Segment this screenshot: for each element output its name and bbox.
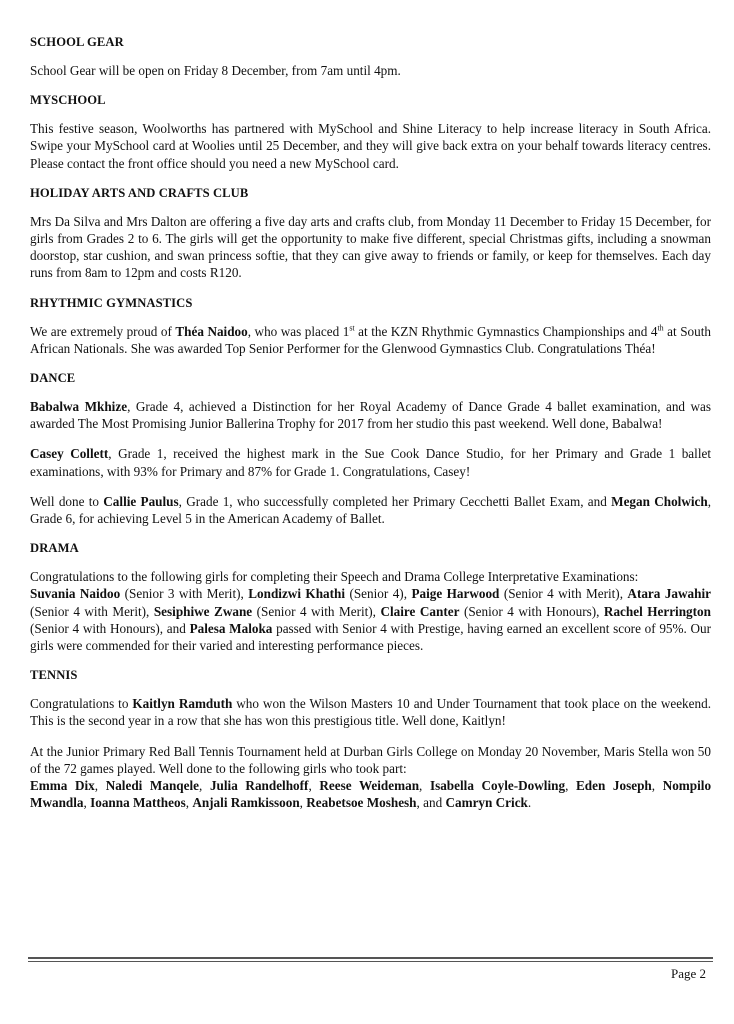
tennis-name-1: Kaitlyn Ramduth	[132, 696, 233, 712]
player-name: Reese Weideman	[319, 778, 420, 794]
dance-name-1: Babalwa Mkhize	[30, 399, 128, 415]
dance-text-2: , Grade 1, received the highest mark in the Sue Cook Dance Studio, for her Primary and Grade 1 ballet examinations, with 93% for Primary and 87% for Grade 1. Congratulations, Casey!	[30, 446, 711, 479]
dance-name-3b: Megan Cholwich	[611, 493, 708, 509]
player-name: Eden Joseph	[575, 778, 652, 794]
tennis-para-1	[30, 695, 711, 729]
drama-text-7: (Senior 4 with Honours), and	[30, 620, 190, 636]
player-name: Naledi Manqele	[105, 778, 200, 794]
player-name: Julia Randelhoff	[209, 778, 309, 794]
drama-text-4: (Senior 4 with Merit),	[30, 603, 154, 619]
dance-text-3b: , Grade 1, who successfully completed her Primary Cecchetti Ballet Exam, and	[178, 493, 612, 509]
newsletter-page	[30, 34, 711, 811]
section-title-drama: DRAMA	[30, 541, 79, 556]
gym-text-2: , who was placed 1	[247, 323, 350, 339]
dance-para-2	[30, 445, 711, 479]
players-end: .	[527, 795, 532, 811]
drama-text-5: (Senior 4 with Merit),	[252, 603, 381, 619]
dance-text-3c: , Grade 6, for achieving Level 5 in the American Academy of Ballet.	[30, 493, 712, 527]
gym-name: Théa Naidoo	[175, 323, 248, 339]
gymnastics-text	[30, 323, 711, 357]
drama-name-2: Londizwi Khathi	[248, 586, 346, 602]
player-name: Camryn Crick	[445, 795, 528, 811]
player-name: Anjali Ramkissoon	[192, 795, 300, 811]
gym-text-1: We are extremely proud of	[30, 323, 176, 339]
arts-crafts-text: Mrs Da Silva and Mrs Dalton are offering a five day arts and crafts club, from Monday 11 December to Friday 15 December, for girls from Grades 2 to 6. The girls will get the opportunity to make five different, special Christmas gifts, including a snowman doorstop, star cushion, and swan princess softie, that they can give away to friends or family, or keep for themselves. Each day runs from 8am to 12pm and costs R120.	[30, 213, 711, 281]
dance-text-1: , Grade 4, achieved a Distinction for her Royal Academy of Dance Grade 4 ballet examination, and was awarded The Most Promising Junior Ballerina Trophy for 2017 from her studio this past weekend. Well done, Babalwa!	[30, 399, 711, 432]
player-name: Reabetsoe Moshesh	[306, 795, 417, 811]
drama-results	[30, 585, 711, 654]
section-title-dance: DANCE	[30, 371, 76, 386]
drama-name-4: Atara Jawahir	[627, 586, 711, 602]
tennis-text-1a: Congratulations to	[30, 696, 133, 712]
gym-text-4: at South African Nationals. She was awarded Top Senior Performer for the Glenwood Gymnastics Club. Congratulations Théa!	[30, 323, 711, 356]
footer-divider	[28, 957, 713, 962]
drama-name-3: Paige Harwood	[411, 586, 500, 602]
player-name: Emma Dix	[30, 778, 95, 794]
gym-text-3: at the KZN Rhythmic Gymnastics Championships and 4	[354, 323, 658, 339]
drama-text-6: (Senior 4 with Honours),	[459, 603, 604, 619]
section-title-tennis: TENNIS	[30, 668, 78, 683]
section-title-myschool: MYSCHOOL	[30, 93, 106, 108]
drama-text-1: (Senior 3 with Merit),	[120, 586, 249, 602]
drama-name-1: Suvania Naidoo	[30, 586, 121, 602]
gym-sup-2: th	[657, 323, 664, 333]
section-title-arts-crafts: HOLIDAY ARTS AND CRAFTS CLUB	[30, 185, 249, 200]
player-name: Isabella Coyle-Dowling	[429, 778, 566, 794]
dance-name-2: Casey Collett	[30, 446, 109, 462]
player-name: Ioanna Mattheos	[90, 795, 186, 811]
drama-text-8: passed with Senior 4 with Prestige, having earned an excellent score of 95%. Our girls were commended for their varied and interesting performance pieces.	[30, 620, 712, 654]
drama-name-6: Claire Canter	[380, 603, 460, 619]
tennis-players: Emma Dix, Naledi Manqele, Julia Randelhoff, Reese Weideman, Isabella Coyle-Dowling, Eden Joseph, Nompilo Mwandla, Ioanna Mattheos, Anjali Ramkissoon, Reabetsoe Moshesh, and Camryn Crick.	[30, 778, 712, 811]
drama-name-7: Rachel Herrington	[603, 603, 711, 619]
dance-text-3a: Well done to	[30, 493, 104, 509]
page-number: Page 2	[670, 966, 706, 981]
tennis-text-1b: who won the Wilson Masters 10 and Under Tournament that took place on the weekend. This is the second year in a row that she has won this prestigious title. Well done, Kaitlyn!	[30, 696, 711, 729]
dance-name-3a: Callie Paulus	[103, 493, 179, 509]
dance-para-1	[30, 398, 711, 432]
player-name: Nompilo Mwandla	[30, 778, 712, 811]
drama-intro: Congratulations to the following girls for completing their Speech and Drama College Interpretative Examinations:	[30, 569, 639, 585]
section-title-gymnastics: RHYTHMIC GYMNASTICS	[30, 295, 193, 310]
gym-sup-1: st	[349, 323, 355, 333]
drama-name-5: Sesiphiwe Zwane	[153, 603, 253, 619]
section-title-school-gear: SCHOOL GEAR	[30, 35, 124, 49]
drama-text-2: (Senior 4),	[345, 586, 412, 602]
myschool-text: This festive season, Woolworths has partnered with MySchool and Shine Literacy to help increase literacy in South Africa. Swipe your MySchool card at Woolies until 25 December, and they will give back extra on your behalf towards literacy centres. Please contact the front office should you need a new MySchool card.	[30, 121, 711, 171]
players-joiner: , and	[416, 795, 446, 811]
drama-text-3: (Senior 4 with Merit),	[499, 586, 628, 602]
school-gear-text: School Gear will be open on Friday 8 December, from 7am until 4pm.	[30, 63, 401, 78]
dance-para-3	[30, 493, 711, 527]
drama-name-8: Palesa Maloka	[189, 620, 273, 636]
tennis-para-2: At the Junior Primary Red Ball Tennis Tournament held at Durban Girls College on Monday 20 November, Maris Stella won 50 of the 72 games played. Well done to the following girls who took part:	[30, 743, 711, 776]
